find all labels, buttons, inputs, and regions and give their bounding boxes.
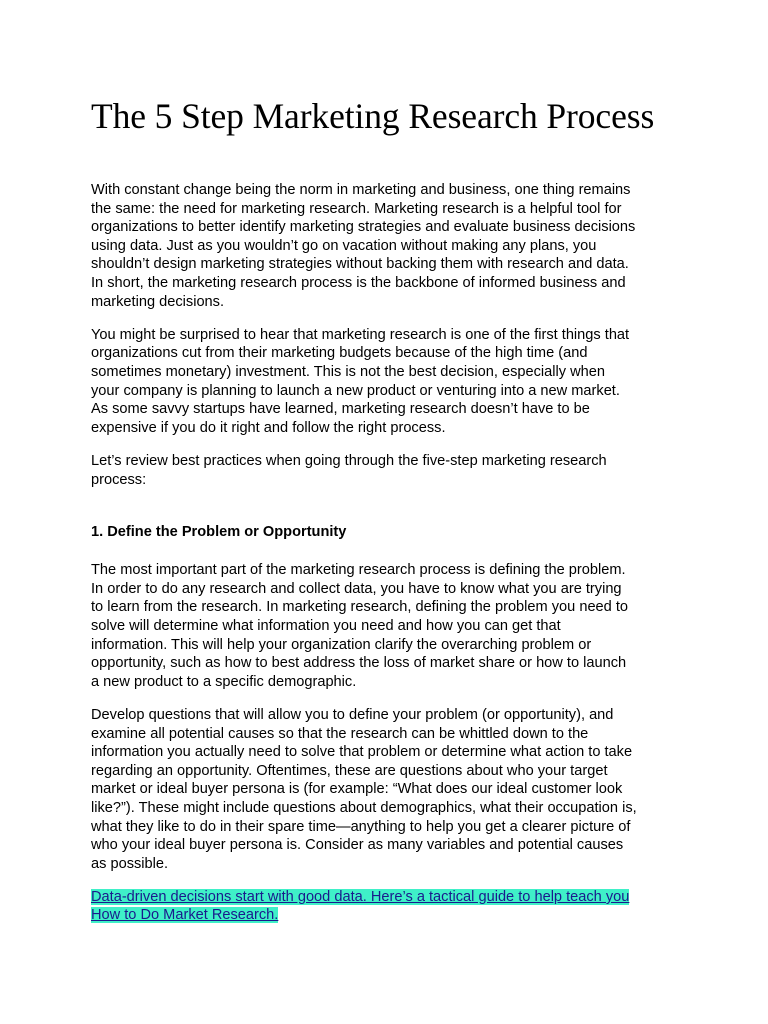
document-body	[91, 181, 681, 940]
step1-paragraph-1: The most important part of the marketing research process is defining the problem. In order to do any research and collect data, you have to know what you are trying to learn from the research. In marketing research, defining the problem you need to solve will determine what information you need and how you can get that information. This will help your organization clarify the overarching problem or opportunity, such as how to best address the loss of market share or how to launch a new product to a specific demographic.	[91, 562, 629, 690]
step1-paragraph-2: Develop questions that will allow you to define your problem (or opportunity), and examine all potential causes so that the research can be whittled down to the information you actually need to solve that problem or determine what action to take regarding an opportunity. Oftentimes, these are questions about who your target market or ideal buyer persona is (for example: “What does our ideal customer look like?”). These might include questions about demographics, what their occupation is, what they like to do in their spare time—anything to help you get a clearer picture of who your ideal buyer persona is. Consider as many variables and potential causes as possible.	[91, 706, 637, 872]
section-heading-step-1: 1. Define the Problem or Opportunity	[91, 524, 347, 541]
intro-paragraph-2: You might be surprised to hear that marketing research is one of the first things that organizations cut from their marketing budgets because of the high time (and sometimes monetary) investment. This is not the best decision, especially when your company is planning to launch a new product or venturing into a new market. As some savvy startups have learned, marketing research doesn’t have to be expensive if you do it right and follow the right process.	[91, 326, 630, 436]
market-research-guide-link[interactable]: Data-driven decisions start with good data. Here’s a tactical guide to help teach you How to Do Market Research.	[91, 888, 630, 924]
document-title: The 5 Step Marketing Research Process	[91, 96, 655, 136]
guide-link-paragraph	[91, 888, 681, 925]
intro-paragraph-1: With constant change being the norm in marketing and business, one thing remains the same: the need for marketing research. Marketing research is a helpful tool for organizations to better identify marketing strategies and evaluate business decisions using data. Just as you wouldn’t go on vacation without making any plans, you shouldn’t design marketing strategies without backing them with research and data. In short, the marketing research process is the backbone of informed business and marketing decisions.	[91, 182, 636, 310]
intro-paragraph-3: Let’s review best practices when going through the five-step marketing research process:	[91, 452, 607, 488]
